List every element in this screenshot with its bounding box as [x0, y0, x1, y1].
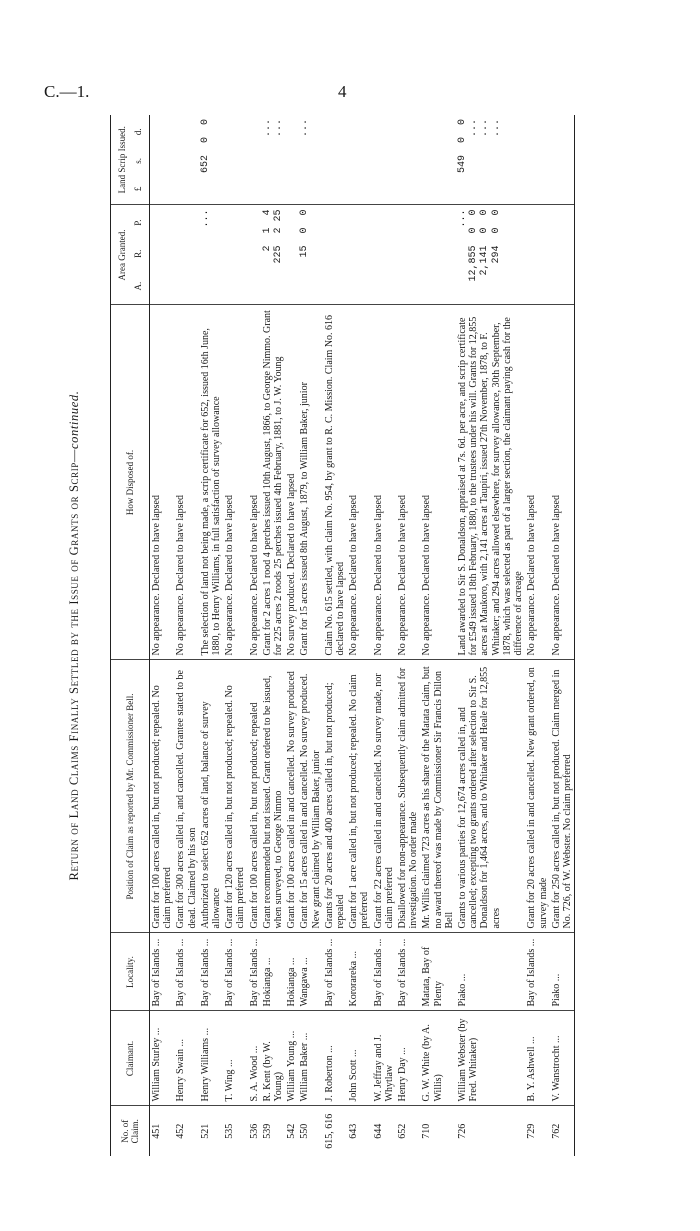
cell-area [323, 205, 347, 305]
cell-locality: Bay of Islands ... [150, 933, 175, 1011]
table-row [150, 115, 175, 1156]
cell-scrip [223, 115, 247, 205]
cell-area [550, 205, 575, 305]
table-row [223, 115, 247, 1156]
col-header-position: Position of Claim as reported by Mr. Commissioner Bell. [111, 660, 150, 933]
table-row [261, 115, 285, 1156]
cell-locality: Matata, Bay of Plenty [420, 933, 456, 1011]
cell-scrip: 652 0 0 [199, 115, 223, 205]
table-row [248, 115, 261, 1156]
cell-claimant: Henry Day ... [396, 1011, 420, 1106]
cell-claimant: J. Roberton ... [323, 1011, 347, 1106]
unit-perches: P. [133, 219, 143, 226]
cell-locality: Bay of Islands ... [323, 933, 347, 1011]
table-row [456, 115, 525, 1156]
col-header-disposed: How Disposed of. [111, 305, 150, 660]
cell-position: Grant for 100 acres called in, but not produced; repealed [248, 660, 261, 933]
cell-area: ... [199, 205, 223, 305]
cell-disposed: No appearance. Declared to have lapsed [372, 305, 396, 660]
cell-scrip [420, 115, 456, 205]
rotated-table-page [67, 115, 667, 1156]
cell-no: 536 [248, 1123, 260, 1139]
table-row [396, 115, 420, 1156]
cell-scrip [550, 115, 575, 205]
cell-claimant: Henry Swain ... [174, 1011, 198, 1106]
cell-locality: Bay of Islands ... [174, 933, 198, 1011]
cell-claimant: T. Wing ... [223, 1011, 247, 1106]
unit-acres: A. [133, 281, 143, 291]
col-header-area [111, 205, 150, 305]
cell-claimant: Henry Williams ... [199, 1011, 223, 1106]
cell-disposed: No appearance. Declared to have lapsed [174, 305, 198, 660]
cell-locality: Piako ... [550, 933, 575, 1011]
cell-scrip [150, 115, 175, 205]
cell-disposed: Grant for 2 acres 1 rood 4 perches issued 10th August, 1866, to George Nimmo. Grant for 225 acres 2 roods 25 perches issued 4th February, 1881, to J. W. Young [261, 305, 285, 660]
cell-position: Grant for 22 acres called in and cancelled. No survey made, nor claim preferred [372, 660, 396, 933]
cell-locality: Bay of Islands ... [199, 933, 223, 1011]
cell-disposed: Land awarded to Sir S. Donaldson, appraised at 7s. 6d. per acre, and scrip certificate for £549 issued 18th February, 1880, to the trustees under his will. Grants for 12,855 acres at Maukoro, with 2,141 acres at Taupiri, issued 27th November, 1878, to F. Whitaker; and 294 acres allowed elsewhere, for survey allowance, 30th September, 1878, which was selected as part of a larger section, the claimant paying cash for the difference of acreage [456, 305, 525, 660]
table-title-main: Return of Land Claims Finally Settled by the Issue of Grants or Scrip— [67, 448, 81, 881]
cell-disposed: No appearance. Declared to have lapsed [223, 305, 247, 660]
area-units [133, 208, 143, 303]
cell-no: 643 [348, 1123, 360, 1139]
table-row [525, 115, 549, 1156]
cell-locality: Piako ... [456, 933, 525, 1011]
cell-scrip [347, 115, 371, 205]
cell-claimant: G. W. White (by A. Willis) [420, 1011, 456, 1106]
cell-locality: Bay of Islands ... [372, 933, 396, 1011]
cell-position: Grant for 300 acres called in, and cancelled. Grantee stated to be dead. Claimed by his son [174, 660, 198, 933]
cell-locality: Bay of Islands ... [396, 933, 420, 1011]
cell-claimant: S. A. Wood ... [248, 1011, 261, 1106]
cell-no: 452 [175, 1123, 187, 1139]
cell-claimant: R. Kent (by W. Young) [261, 1011, 285, 1106]
table-body [150, 115, 575, 1156]
cell-area: 2 1 4 225 2 25 [261, 205, 285, 305]
page-section-code: C.—1. [44, 82, 90, 101]
cell-locality: Bay of Islands ... [223, 933, 247, 1011]
cell-area [248, 205, 261, 305]
cell-position: Authorized to select 652 acres of land, balance of survey allowance [199, 660, 223, 933]
cell-locality: Wangawa ... [298, 933, 322, 1011]
cell-disposed: No appearance. Declared to have lapsed [550, 305, 575, 660]
table-title [67, 115, 82, 1156]
col-header-no: No. of Claim. [111, 1106, 150, 1156]
unit-shillings: s. [133, 158, 143, 164]
cell-no: 539 [261, 1123, 273, 1139]
cell-no: 652 [397, 1123, 409, 1139]
cell-claimant: William Sturley ... [150, 1011, 175, 1106]
cell-disposed: No appearance. Declared to have lapsed [150, 305, 175, 660]
scrip-units [133, 117, 143, 203]
cell-claimant: V. Wanstrocht ... [550, 1011, 575, 1106]
cell-disposed: Grant for 15 acres issued 8th August, 1879, to William Baker, junior [298, 305, 322, 660]
cell-no: 710 [421, 1123, 433, 1139]
cell-disposed: No appearance. Declared to have lapsed [347, 305, 371, 660]
cell-area: ... 12,855 0 0 2,141 0 0 294 0 0 [456, 205, 525, 305]
cell-no: 644 [372, 1123, 384, 1139]
cell-scrip: 549 0 0 ... ... ... [456, 115, 525, 205]
table-row [550, 115, 575, 1156]
cell-disposed: No appearance. Declared to have lapsed [248, 305, 261, 660]
cell-no: 729 [526, 1123, 538, 1139]
cell-disposed: No appearance. Declared to have lapsed [396, 305, 420, 660]
cell-claimant: William Webster (by Fred. Whitaker) [456, 1011, 525, 1106]
unit-roods: R. [133, 249, 143, 258]
table-row [372, 115, 396, 1156]
table-row [174, 115, 198, 1156]
cell-locality: Hokianga ... [285, 933, 298, 1011]
cell-scrip [248, 115, 261, 205]
cell-area [150, 205, 175, 305]
col-header-locality: Locality. [111, 933, 150, 1011]
table-row [199, 115, 223, 1156]
header-row [111, 115, 150, 1156]
cell-no: 521 [199, 1123, 211, 1139]
cell-position: Grant for 120 acres called in, but not produced; repealed. No claim preferred [223, 660, 247, 933]
cell-locality: Hokianga ... [261, 933, 285, 1011]
cell-area [420, 205, 456, 305]
cell-position: Grant for 15 acres called in and cancelled. No survey produced. New grant claimed by William Baker, junior [298, 660, 322, 933]
cell-scrip [285, 115, 298, 205]
cell-position: Grant recommended but not issued. Grant ordered to be issued, when surveyed, to George Nimmo [261, 660, 285, 933]
cell-no: 726 [457, 1123, 469, 1139]
cell-no: 762 [550, 1106, 575, 1156]
cell-claimant: W. Jeffray and J. Whytlaw [372, 1011, 396, 1106]
area-title: Area Granted. [117, 229, 127, 281]
table-row [347, 115, 371, 1156]
cell-position: Grants to various parties for 12,674 acres called in, and cancelled; excepting two grants ordered after selection to Sir S. Donaldson for 1,464 acres, and to Whitaker and Heale for 12,855 acres [456, 660, 525, 933]
cell-area [396, 205, 420, 305]
cell-scrip [525, 115, 549, 205]
page-number: 4 [338, 82, 347, 101]
cell-no: 535 [224, 1123, 236, 1139]
cell-area [372, 205, 396, 305]
table-row [323, 115, 347, 1156]
cell-area [347, 205, 371, 305]
table-row [420, 115, 456, 1156]
cell-position: Grant for 20 acres called in and cancelled. New grant ordered, on survey made [525, 660, 549, 933]
table-row [298, 115, 322, 1156]
cell-locality: Kororareka ... [347, 933, 371, 1011]
cell-claimant: William Young ... [285, 1011, 298, 1106]
cell-scrip [396, 115, 420, 205]
cell-area [223, 205, 247, 305]
cell-locality: Bay of Islands ... [248, 933, 261, 1011]
unit-pence: d. [133, 128, 143, 136]
cell-no: 451 [151, 1123, 162, 1139]
cell-no: 550 [299, 1123, 311, 1139]
cell-claimant: B. Y. Ashwell ... [525, 1011, 549, 1106]
cell-no: 542 [286, 1123, 298, 1139]
table-title-italic: continued. [67, 390, 81, 449]
cell-locality: Bay of Islands ... [525, 933, 549, 1011]
cell-disposed: No appearance. Declared to have lapsed [420, 305, 456, 660]
land-claims-table [110, 115, 575, 1156]
cell-scrip: ... ... [261, 115, 285, 205]
cell-scrip [323, 115, 347, 205]
cell-area [285, 205, 298, 305]
unit-pounds: £ [133, 186, 143, 192]
cell-area: 15 0 0 [298, 205, 322, 305]
cell-no: 615, 616 [323, 1113, 335, 1149]
cell-position: Mr. Willis claimed 723 acres as his share of the Matata claim, but no award thereof was made by Commissioner Sir Francis Dillon Bell [420, 660, 456, 933]
col-header-claimant: Claimant. [111, 1011, 150, 1106]
cell-position: Grant for 1 acre called in, but not produced; repealed. No claim preferred [347, 660, 371, 933]
cell-disposed: Claim No. 615 settled, with claim No. 954, by grant to R. C. Mission. Claim No. 616 declared to have lapsed [323, 305, 347, 660]
cell-area [525, 205, 549, 305]
cell-position: Grant for 100 acres called in, but not produced; repealed. No claim preferred [150, 660, 175, 933]
cell-disposed: No appearance. Declared to have lapsed [525, 305, 549, 660]
cell-claimant: William Baker ... [298, 1011, 322, 1106]
cell-claimant: John Scott ... [347, 1011, 371, 1106]
cell-scrip: ... [298, 115, 322, 205]
cell-position: Grants for 20 acres and 400 acres called in, but not produced; repealed [323, 660, 347, 933]
col-header-scrip [111, 115, 150, 205]
table-row [285, 115, 298, 1156]
cell-scrip [174, 115, 198, 205]
cell-scrip [372, 115, 396, 205]
cell-area [174, 205, 198, 305]
cell-position: Grant for 100 acres called in and cancelled. No survey produced [285, 660, 298, 933]
cell-disposed: The selection of land not being made, a scrip certificate for 652, issued 16th June, 1880, to Henry Williams, in full satisfaction of survey allowance [199, 305, 223, 660]
cell-disposed: No survey produced. Declared to have lapsed [285, 305, 298, 660]
cell-position: Grant for 250 acres called in, but not produced. Claim merged in No. 726, of W. Webster. No claim preferred [550, 660, 575, 933]
cell-position: Disallowed for non-appearance. Subsequently claim admitted for investigation. No order made [396, 660, 420, 933]
scrip-title: Land Scrip Issued. [117, 126, 127, 194]
